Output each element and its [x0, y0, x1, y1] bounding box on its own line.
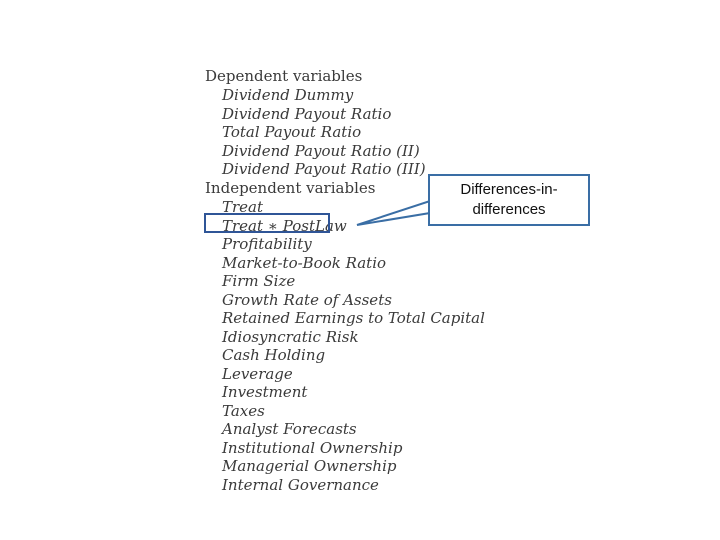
independent-item-taxes: Taxes	[222, 401, 265, 420]
independent-item-growth-rate-assets: Growth Rate of Assets	[222, 290, 392, 309]
independent-item-cash-holding: Cash Holding	[222, 346, 326, 364]
independent-item-firm-size: Firm Size	[222, 272, 296, 290]
independent-item-leverage: Leverage	[222, 364, 293, 383]
callout-box	[428, 174, 590, 226]
independent-variables-heading: Independent variables	[205, 179, 376, 197]
independent-item-profitability: Profitability	[222, 235, 312, 253]
dependent-item-dividend-dummy: Dividend Dummy	[222, 86, 354, 104]
dependent-item-dividend-payout-ratio: Dividend Payout Ratio	[222, 104, 392, 123]
independent-item-treat-postlaw: Treat ∗ PostLaw	[222, 216, 347, 235]
dependent-item-total-payout-ratio: Total Payout Ratio	[222, 123, 362, 141]
treat-postlaw-highlight-box	[204, 213, 330, 233]
independent-item-market-to-book: Market-to-Book Ratio	[222, 253, 387, 272]
independent-item-treat: Treat	[222, 198, 264, 216]
dependent-item-dividend-payout-ratio-ii: Dividend Payout Ratio (II)	[222, 141, 420, 160]
callout-text: Differences-in-differences	[460, 181, 558, 218]
independent-item-investment: Investment	[222, 383, 308, 401]
dependent-variables-heading: Dependent variables	[205, 67, 363, 85]
independent-item-retained-earnings: Retained Earnings to Total Capital	[222, 309, 485, 327]
independent-item-idiosyncratic-risk: Idiosyncratic Risk	[222, 327, 359, 346]
independent-item-institutional-ownership: Institutional Ownership	[222, 438, 403, 457]
independent-item-internal-governance: Internal Governance	[222, 475, 379, 494]
independent-item-analyst-forecasts: Analyst Forecasts	[222, 420, 357, 438]
dependent-item-dividend-payout-ratio-iii: Dividend Payout Ratio (III)	[222, 160, 426, 178]
independent-item-managerial-ownership: Managerial Ownership	[222, 457, 397, 475]
